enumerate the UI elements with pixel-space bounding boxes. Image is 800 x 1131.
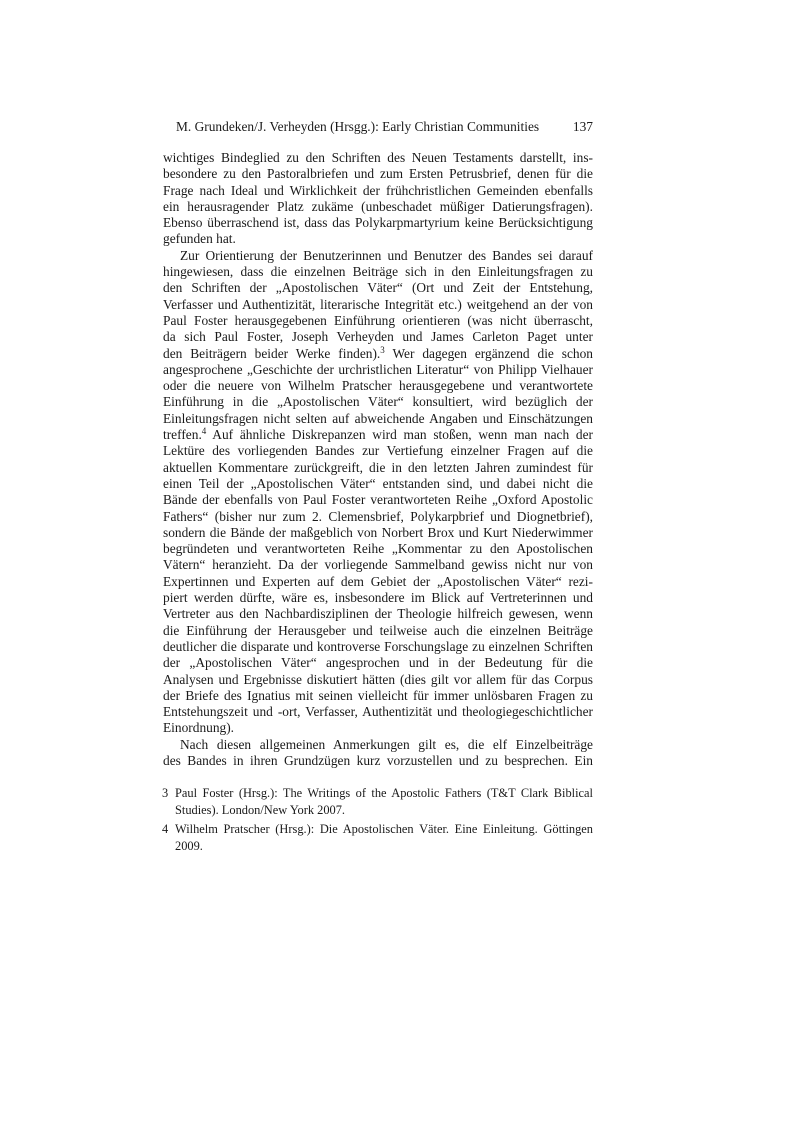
text-line: [163, 231, 593, 247]
text-line: [163, 215, 593, 231]
footnote: [162, 785, 593, 818]
text-line: [163, 753, 593, 769]
line-text: Verfasser und Authentizität, literarische Integrität etc.) weitgehend an der von: [163, 296, 593, 312]
line-text: Vertreter aus den Nachbardisziplinen der Theologie hilfreich gewesen, wenn: [163, 606, 593, 622]
line-text: besondere zu den Pastoralbriefen und zum Ersten Petrusbrief, denen für die: [163, 166, 593, 182]
line-text: sondern die Bände der maßgeblich von Norbert Brox und Kurt Niederwimmer: [163, 524, 593, 540]
line-text: den Beiträgern beider Werke finden).: [163, 345, 381, 361]
text-line: [163, 150, 593, 166]
line-text: Analysen und Ergebnisse diskutiert hätten (dies gilt vor allem für das Corpus: [163, 671, 593, 687]
text-line: [163, 623, 593, 639]
line-text: deutlicher die disparate und kontroverse Forschungslage zu einzelnen Schriften: [163, 638, 593, 654]
text-line: [163, 509, 593, 525]
line-text: Entstehungszeit und -ort, Verfasser, Authentizität und theologiegeschichtlicher: [163, 704, 593, 720]
line-text: Bände der ebenfalls von Paul Foster verantworteten Reihe „Oxford Apostolic: [163, 492, 593, 508]
text-line: [163, 720, 593, 736]
text-line: [163, 737, 593, 753]
text-line: [163, 574, 593, 590]
text-line: [163, 590, 593, 606]
text-line: [163, 280, 593, 296]
footnote-reference[interactable]: 4: [201, 426, 207, 437]
line-text: Expertinnen und Experten auf dem Gebiet der „Apostolischen Väter“ rezi-: [163, 573, 593, 589]
line-text: Wer dagegen ergänzend die schon: [384, 345, 594, 361]
line-text: der „Apostolischen Väter“ angesprochen und in der Bedeutung für die: [163, 655, 593, 671]
line-text: gefunden hat.: [163, 231, 236, 247]
running-title: M. Grundeken/J. Verheyden (Hrsgg.): Early Christian Communities: [176, 119, 540, 134]
footnote: [162, 821, 593, 854]
text-line: [163, 427, 593, 443]
text-line: [163, 166, 593, 182]
text-line: [163, 378, 593, 394]
text-line: [163, 329, 593, 345]
line-text: wichtiges Bindeglied zu den Schriften des Neuen Testaments darstellt, ins-: [163, 150, 593, 165]
text-line: [163, 248, 593, 264]
text-line: [163, 688, 593, 704]
line-text: Fathers“ (bisher nur zum 2. Clemensbrief, Polykarpbrief und Diognetbrief),: [163, 508, 593, 524]
line-text: des Bandes in ihren Grundzügen kurz vorzustellen und zu besprechen. Ein: [163, 752, 593, 768]
line-text: hingewiesen, dass die einzelnen Beiträge sich in den Einleitungsfragen zu: [163, 264, 593, 280]
footnote-text: Paul Foster (Hrsg.): The Writings of the Apostolic Fathers (T&T Clark Biblical: [175, 786, 593, 800]
footnote-reference[interactable]: 3: [380, 344, 385, 355]
text-line: [163, 411, 593, 427]
line-text: Zur Orientierung der Benutzerinnen und Benutzer des Bandes sei darauf: [180, 247, 593, 263]
line-text: begründeten und verantworteten Reihe „Kommentar zu den Apostolischen: [163, 541, 593, 557]
line-text: Lektüre des vorliegenden Bandes zur Vertiefung einzelner Fragen auf die: [163, 443, 593, 459]
line-text: oder die neuere von Wilhelm Pratscher herausgegebene und verantwortete: [163, 378, 593, 394]
footnotes: [162, 785, 593, 857]
line-text: Frage nach Ideal und Wirklichkeit der frühchristlichen Gemeinden ebenfalls: [163, 182, 593, 198]
text-line: [163, 460, 593, 476]
line-text: Nach diesen allgemeinen Anmerkungen gilt es, die elf Einzelbeiträge: [180, 736, 593, 752]
footnote-text: Studies). London/New York 2007.: [175, 802, 346, 817]
text-line: [163, 704, 593, 720]
text-line: [163, 443, 593, 459]
line-text: treffen.: [163, 427, 202, 443]
line-text: einen Teil der „Apostolischen Väter“ entstanden sind, und dabei nicht die: [163, 475, 593, 491]
text-line: [163, 639, 593, 655]
text-line: [163, 557, 593, 573]
line-text: ein herausragender Platz zukäme (unbeschadet müßiger Datierungsfragen).: [163, 198, 593, 214]
text-line: [163, 541, 593, 557]
running-header: [163, 119, 593, 135]
text-line: [163, 362, 593, 378]
line-text: aktuellen Kommentare zurückgreift, die in den letzten Jahren zumindest für: [163, 459, 593, 475]
text-line: [163, 606, 593, 622]
line-text: Paul Foster herausgegebenen Einführung orientieren (was nicht überrascht,: [163, 312, 593, 328]
text-line: [163, 183, 593, 199]
text-line: [163, 655, 593, 671]
text-line: [163, 672, 593, 688]
footnote-text: 2009.: [175, 838, 203, 853]
line-text: Vätern“ heranzieht. Da der vorliegende Sammelband gewiss nicht nur von: [163, 557, 593, 573]
line-text: Ebenso überraschend ist, dass das Polykarpmartyrium keine Berücksichtigung: [163, 215, 593, 231]
line-text: den Schriften der „Apostolischen Väter“ (Ort und Zeit der Entstehung,: [163, 280, 593, 296]
line-text: die Einführung der Herausgeber und teilweise auch die einzelnen Beiträge: [163, 622, 593, 638]
line-text: angesprochene „Geschichte der urchristlichen Literatur“ von Philipp Vielhauer: [163, 361, 593, 377]
footnote-number: 3: [162, 786, 169, 800]
text-line: [163, 492, 593, 508]
line-text: Einleitungsfragen nicht selten auf abweichende Angaben und Einschätzungen: [163, 410, 593, 426]
line-text: Einordnung).: [163, 720, 235, 736]
line-text: Einführung in die „Apostolischen Väter“ konsultiert, wird bezüglich der: [163, 394, 593, 410]
text-line: [163, 199, 593, 215]
text-line: [163, 394, 593, 410]
line-text: da sich Paul Foster, Joseph Verheyden und James Carleton Paget unter: [163, 329, 593, 345]
text-line: [163, 476, 593, 492]
footnote-text: Wilhelm Pratscher (Hrsg.): Die Apostolischen Väter. Eine Einleitung. Göttingen: [175, 822, 593, 836]
line-text: piert werden dürfte, wäre es, insbesondere im Blick auf Vertreterinnen und: [163, 590, 593, 606]
body-text: [163, 150, 593, 769]
line-text: Auf ähnliche Diskrepanzen wird man stoßen, wenn man nach der: [206, 427, 593, 443]
text-line: [163, 264, 593, 280]
text-line: [163, 313, 593, 329]
text-line: [163, 297, 593, 313]
text-line: [163, 525, 593, 541]
text-line: [163, 346, 593, 362]
page-number: 137: [572, 119, 593, 134]
footnote-number: 4: [162, 822, 169, 836]
line-text: der Briefe des Ignatius mit seinen vielleicht für immer unlösbaren Fragen zu: [163, 687, 593, 703]
